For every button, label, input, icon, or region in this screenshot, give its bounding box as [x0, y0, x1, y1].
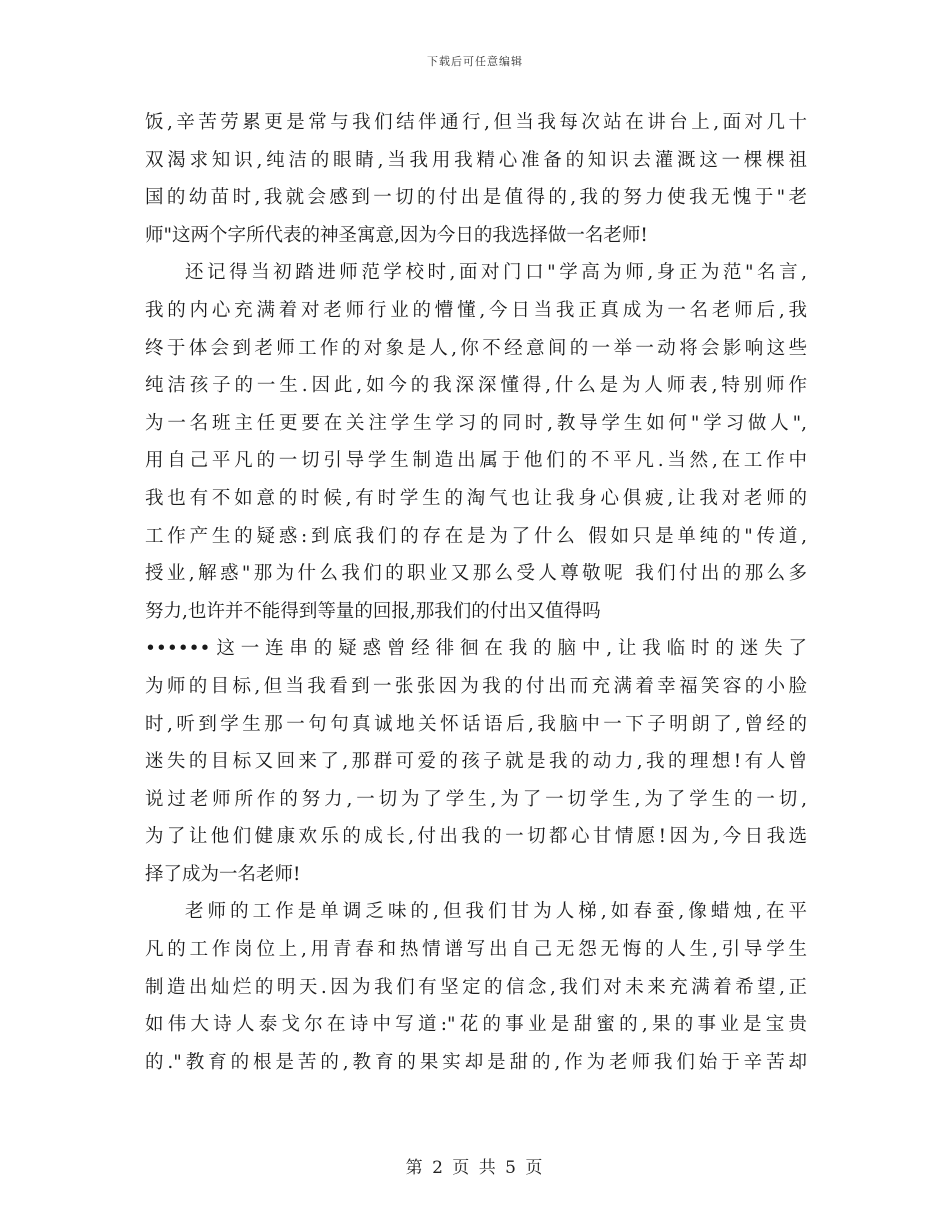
page-header: 下载后可任意编辑 — [427, 55, 523, 68]
text-line: 我也有不如意的时候,有时学生的淘气也让我身心俱疲,让我对老师的 — [145, 487, 807, 509]
text-line: 用自己平凡的一切引导学生制造出属于他们的不平凡.当然,在工作中 — [145, 450, 807, 472]
text-line: 双渴求知识,纯洁的眼睛,当我用我精心准备的知识去灌溉这一棵棵祖 — [145, 149, 807, 171]
paragraph — [145, 254, 807, 893]
paragraph — [145, 893, 807, 1081]
paragraph — [145, 104, 807, 254]
text-line: 为了让他们健康欢乐的成长,付出我的一切都心甘情愿!因为,今日我选 — [145, 826, 807, 848]
text-line: 授业,解惑"那为什么我们的职业又那么受人尊敬呢 我们付出的那么多 — [145, 563, 807, 585]
text-line: 择了成为一名老师! — [145, 863, 301, 885]
text-line: 终于体会到老师工作的对象是人,你不经意间的一举一动将会影响这些 — [145, 337, 807, 359]
text-line: 我的内心充满着对老师行业的懵懂,今日当我正真成为一名老师后,我 — [145, 299, 807, 321]
text-line: ••••••这一连串的疑惑曾经徘徊在我的脑中,让我临时的迷失了 — [145, 638, 807, 660]
text-line: 纯洁孩子的一生.因此,如今的我深深懂得,什么是为人师表,特别师作 — [145, 375, 807, 397]
text-line: 师"这两个字所代表的神圣寓意,因为今日的我选择做一名老师! — [145, 224, 648, 246]
text-line: 如伟大诗人泰戈尔在诗中写道:"花的事业是甜蜜的,果的事业是宝贵 — [145, 1014, 807, 1036]
text-line: 说过老师所作的努力,一切为了学生,为了一切学生,为了学生的一切, — [145, 788, 807, 810]
document-body — [145, 104, 807, 1081]
text-line: 饭,辛苦劳累更是常与我们结伴通行,但当我每次站在讲台上,面对几十 — [145, 112, 807, 133]
text-line: 工作产生的疑惑:到底我们的存在是为了什么 假如只是单纯的"传道, — [145, 525, 807, 547]
text-line: 为一名班主任更要在关注学生学习的同时,教导学生如何"学习做人", — [145, 412, 807, 434]
text-line: 老师的工作是单调乏味的,但我们甘为人梯,如春蚕,像蜡烛,在平 — [185, 901, 807, 923]
page-number: 第 2 页 共 5 页 — [405, 1158, 545, 1178]
text-line: 的."教育的根是苦的,教育的果实却是甜的,作为老师我们始于辛苦却 — [145, 1051, 807, 1073]
text-line: 迷失的目标又回来了,那群可爱的孩子就是我的动力,我的理想!有人曾 — [145, 751, 807, 773]
text-line: 凡的工作岗位上,用青春和热情谱写出自己无怨无悔的人生,引导学生 — [145, 939, 807, 961]
text-line: 时,听到学生那一句句真诚地关怀话语后,我脑中一下子明朗了,曾经的 — [145, 713, 807, 735]
text-line: 努力,也许并不能得到等量的回报,那我们的付出又值得吗 — [145, 600, 601, 622]
text-line: 制造出灿烂的明天.因为我们有坚定的信念,我们对未来充满着希望,正 — [145, 976, 807, 998]
text-line: 为师的目标,但当我看到一张张因为我的付出而充满着幸福笑容的小脸 — [145, 675, 807, 697]
text-line: 国的幼苗时,我就会感到一切的付出是值得的,我的努力使我无愧于"老 — [145, 187, 807, 209]
text-line: 还记得当初踏进师范学校时,面对门口"学高为师,身正为范"名言, — [185, 262, 807, 284]
